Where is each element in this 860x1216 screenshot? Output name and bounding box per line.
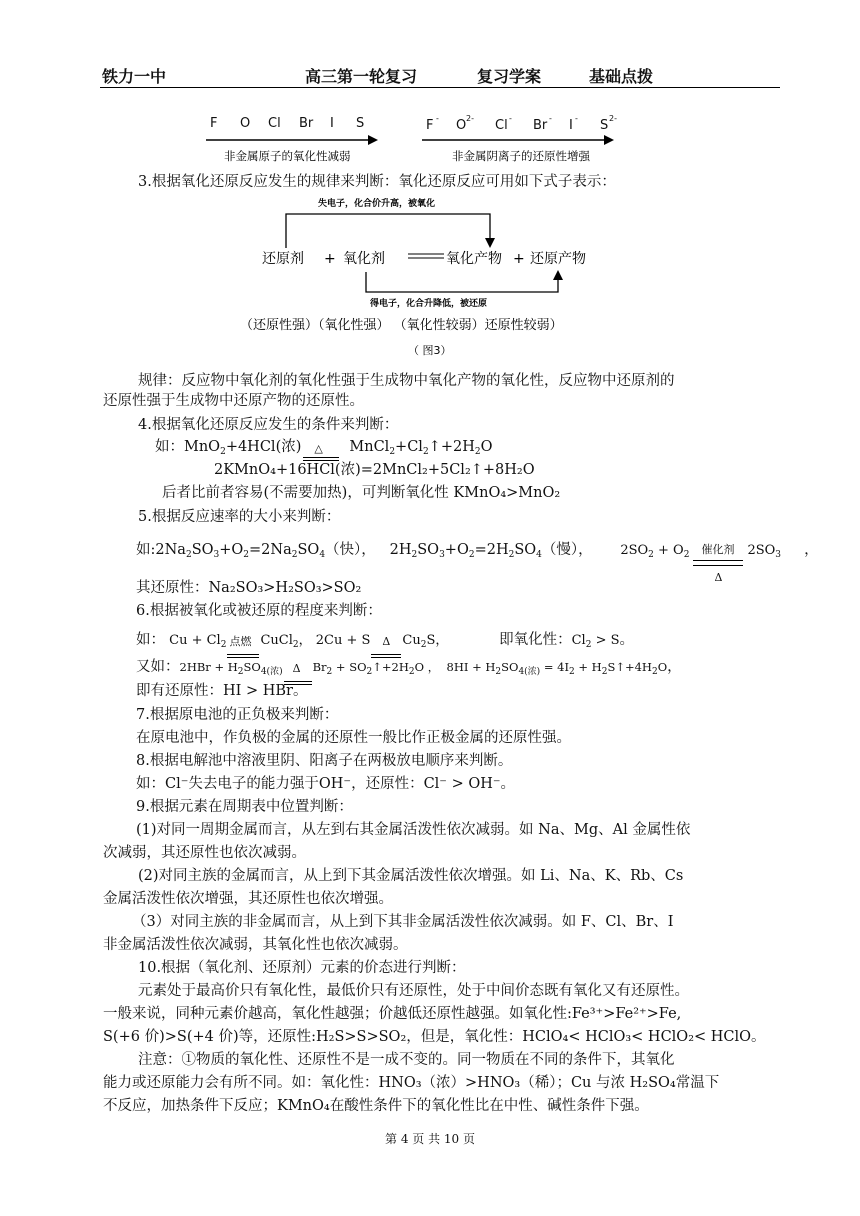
item6-title: 6.根据被氧化或被还原的程度来判断： [136,603,382,619]
bottom-bracket [366,272,558,292]
item9-p2-line2: 金属活泼性依次增强，其还原性也依次增强。 [103,891,393,907]
item7-body: 在原电池中，作负极的金属的还原性一般比作正极金属的还原性强。 [136,730,571,746]
header-course: 高三第一轮复习 [305,67,418,86]
item10-line1: 元素处于最高价只有氧化性，最低价只有还原性，处于中间价态既有氧化又有还原性。 [138,983,689,999]
oxidation-product: 氧化产物 [446,251,502,267]
left-arrow-head [368,135,378,145]
item4-eq1: 如：MnO$_2$+4HCl(浓) △ $MnCl_2+Cl_2↑+2H_2O$ [155,437,492,462]
bottom-arrow-head [553,270,563,280]
item7-title: 7.根据原电池的正负极来判断： [136,707,339,723]
header-section: 基础点拨 [589,67,654,86]
ion-label: F [426,118,434,133]
item4-note: 后者比前者容易(不需要加热)，可判断氧化性 KMnO₄>MnO₂ [162,485,561,501]
ion-charge: - [549,114,552,123]
top-arrow-head [485,238,495,248]
item9-p3-line1: （3）对同主族的非金属而言，从上到下其非金属活泼性依次减弱。如 F、Cl、Br、I [132,914,674,930]
item4-title: 4.根据氧化还原反应发生的条件来判断： [138,417,399,433]
item10-line2: 一般来说，同种元素价越高，氧化性越强；价越低还原性越强。如氧化性:Fe³⁺>Fe²⁺>Fe, [103,1006,682,1022]
ion-label: I [569,118,573,133]
item5-title: 5.根据反应速率的大小来判断： [138,509,341,525]
item4-eq2: 2KMnO₄+16HCl(浓)=2MnCl₂+5Cl₂↑+8H₂O [214,462,535,478]
atom-label: Br [299,116,314,131]
header-rule [100,87,780,88]
item8-title: 8.根据电解池中溶液里阴、阳离子在两极放电顺序来判断。 [136,753,513,769]
ion-label: Br [533,118,548,133]
item6-eq1: 如： $Cu + Cl_2$ 点燃 CuCl$_2$， 2Cu + S Δ $Cu_2S$， 即氧化性：$Cl_2 > S$。 [136,630,634,655]
item5-conclusion: 其还原性：Na₂SO₃>H₂SO₃>SO₂ [136,580,362,596]
heat-symbol: △ [314,442,323,455]
ion-label: O [456,118,467,133]
atom-label: Cl [268,116,281,131]
header-doc-type: 复习学案 [477,67,542,86]
item9-p2-line1: (2)对同主族的金属而言，从上到下其金属活泼性依次增强。如 Li、Na、K、Rb、Cs [138,868,684,884]
top-note: 失电子，化合价升高，被氧化 [318,199,436,209]
atom-label: O [240,116,251,131]
item10-title: 10.根据（氧化剂、还原剂）元素的价态进行判断： [138,960,466,976]
item4-eq1-prefix: 如： [155,439,184,455]
ion-charge: - [436,114,439,123]
ion-label: S [600,118,609,133]
ion-label: Cl [495,118,508,133]
rule-line-2: 还原性强于生成物中还原产物的还原性。 [103,393,364,409]
item9-p3-line2: 非金属活泼性依次减弱，其氧化性也依次减弱。 [103,937,408,953]
ion-charge: 2- [609,114,617,123]
right-caption: 非金属阴离子的还原性增强 [452,149,590,163]
item9-p1-line2: 次减弱，其还原性也依次减弱。 [103,845,306,861]
atom-label: I [330,116,334,131]
note-line3: 不反应，加热条件下反应；KMnO₄在酸性条件下的氧化性比在中性、碱性条件下强。 [103,1098,649,1114]
oxidant: 氧化剂 [343,251,385,267]
plus-1: + [324,251,336,267]
atom-label: S [356,116,365,131]
note-line2: 能力或还原能力会有所不同。如：氧化性：HNO₃（浓）>HNO₃（稀）；Cu 与浓 H₂SO₄常温下 [103,1075,720,1091]
ion-charge: - [509,114,512,123]
plus-2: + [513,251,525,267]
item3-text: 3.根据氧化还原反应发生的规律来判断：氧化还原反应可用如下式子表示： [138,174,616,190]
header-school: 铁力一中 [102,67,167,86]
rule-line-1: 规律：反应物中氧化剂的氧化性强于生成物中氧化产物的氧化性，反应物中还原剂的 [138,373,675,389]
item6-eq2: 又如：$2HBr + H_2SO_{4(浓)}$ Δ $Br_2$ + $SO_2↑+2H_2O$ ， $8HI + H_2SO_{4(浓)} = 4I_2$ + $H_2S↑+4H_2O$， [136,657,682,682]
bottom-note: 得电子，化合升降低，被还原 [370,299,488,309]
figure-caption: （ 图3） [408,344,452,357]
redox-diagram [240,192,640,362]
item9-title: 9.根据元素在周期表中位置判断： [136,799,353,815]
atoms-ions-figure [200,108,630,170]
item10-line3: S(+6 价)>S(+4 价)等，还原性:H₂S>S>SO₂，但是，氧化性：HClO₄< HClO₃< HClO₂< HClO。 [103,1029,766,1045]
strength-line: （还原性强）（氧化性强） （氧化性较弱）还原性较弱） [240,318,563,333]
reductant: 还原剂 [262,251,304,267]
reduction-product: 还原产物 [530,251,586,267]
note-line1: 注意：①物质的氧化性、还原性不是一成不变的。同一物质在不同的条件下，其氧化 [138,1052,675,1068]
right-arrow-head [604,135,614,145]
top-bracket [286,214,490,248]
item5-equations: 如$:2Na_2SO_3+O_2=2Na_2SO_4$（快）， $2H_2SO_3+O_2=2H_2SO_4$（慢）， $2SO_2 + O_2$ 催化剂 Δ $2SO_3$ ， [136,542,819,584]
page-footer: 第 4 页 共 10 页 [385,1132,475,1146]
item6-conclusion: 即有还原性：HI > HBr。 [136,683,308,699]
ion-charge: 2- [466,114,474,123]
atom-label: F [210,116,218,131]
item8-body: 如：Cl⁻失去电子的能力强于OH⁻，还原性：Cl⁻ > OH⁻。 [136,776,516,792]
left-caption: 非金属原子的氧化性减弱 [224,149,351,163]
item9-p1-line1: (1)对同一周期金属而言，从左到右其金属活泼性依次减弱。如 Na、Mg、Al 金属性依 [136,822,691,838]
ion-charge: - [575,114,578,123]
